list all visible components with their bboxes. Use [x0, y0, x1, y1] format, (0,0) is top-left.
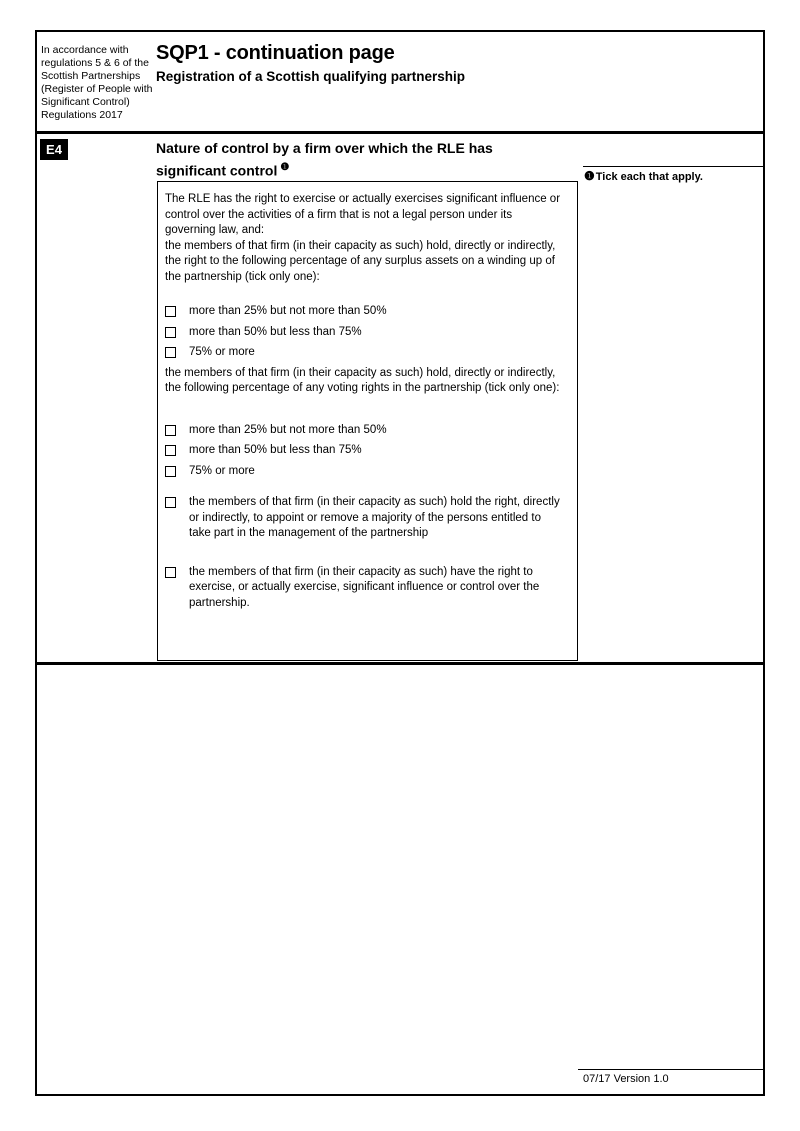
side-note-divider: [583, 166, 765, 167]
option-row: [165, 345, 565, 361]
checkbox-voting-25-50[interactable]: [165, 425, 176, 436]
side-note: [584, 169, 703, 184]
checkbox-appoint-remove-majority[interactable]: [165, 497, 176, 508]
option-label: more than 50% but less than 75%: [189, 444, 362, 456]
voting-rights-options: [165, 423, 565, 480]
section-heading-line2: significant control: [156, 162, 278, 179]
checkbox-significant-influence[interactable]: [165, 567, 176, 578]
option-label: 75% or more: [189, 346, 255, 358]
note-1-icon: ❶: [584, 169, 595, 183]
option-label: more than 25% but not more than 50%: [189, 305, 387, 317]
voting-rights-lead: the members of that firm (in their capacity as such) hold, directly or indirectly, the following percentage of any voting rights in the partnership (tick only one):: [165, 366, 560, 394]
option-label: more than 25% but not more than 50%: [189, 423, 387, 436]
checkbox-surplus-75-plus[interactable]: [165, 347, 176, 358]
option-row: [165, 304, 565, 320]
option-row: [165, 495, 565, 542]
surplus-assets-options: [165, 304, 565, 361]
option-row: [165, 325, 565, 341]
option-row: [165, 464, 565, 480]
checkbox-voting-75-plus[interactable]: [165, 466, 176, 477]
option-row: [165, 565, 565, 612]
section-heading-line1: Nature of control by a firm over which the RLE has: [156, 140, 493, 156]
form-title: SQP1 - continuation page: [156, 42, 395, 64]
section-bottom-divider: [35, 662, 765, 665]
checkbox-surplus-25-50[interactable]: [165, 306, 176, 317]
footer-divider: [578, 1069, 765, 1070]
checkbox-surplus-50-75[interactable]: [165, 327, 176, 338]
option-label: the members of that firm (in their capacity as such) have the right to exercise, or actually exercise, significant influence or control over the partnership.: [189, 565, 540, 609]
checkbox-voting-50-75[interactable]: [165, 445, 176, 456]
option-label: more than 50% but less than 75%: [189, 325, 362, 338]
option-label: the members of that firm (in their capacity as such) hold the right, directly or indirectly, to appoint or remove a majority of the persons entitled to take part in the management of the partnership: [189, 496, 560, 539]
intro-paragraph: The RLE has the right to exercise or actually exercises significant influence or control over the activities of a firm that is not a legal person under its governing law, and:: [165, 193, 561, 236]
form-subtitle: Registration of a Scottish qualifying partnership: [156, 69, 466, 84]
section-heading: [156, 138, 586, 181]
option-row: [165, 423, 565, 439]
regulation-note: In accordance with regulations 5 & 6 of the Scottish Partnerships (Register of People with Significant Control) Regulations 2017: [41, 44, 153, 121]
nature-of-control-panel: [157, 181, 578, 661]
side-note-text: Tick each that apply.: [595, 171, 703, 183]
version-label: 07/17 Version 1.0: [583, 1073, 669, 1085]
surplus-assets-lead: the members of that firm (in their capacity as such) hold, directly or indirectly, the right to the following percentage of any surplus assets on a winding up of the partnership (tick only one):: [165, 239, 556, 283]
section-badge-e4: E4: [40, 139, 68, 160]
header-divider: [35, 131, 765, 134]
option-label: 75% or more: [189, 464, 255, 477]
note-1-icon: ❶: [280, 162, 290, 173]
option-row: [165, 443, 565, 459]
